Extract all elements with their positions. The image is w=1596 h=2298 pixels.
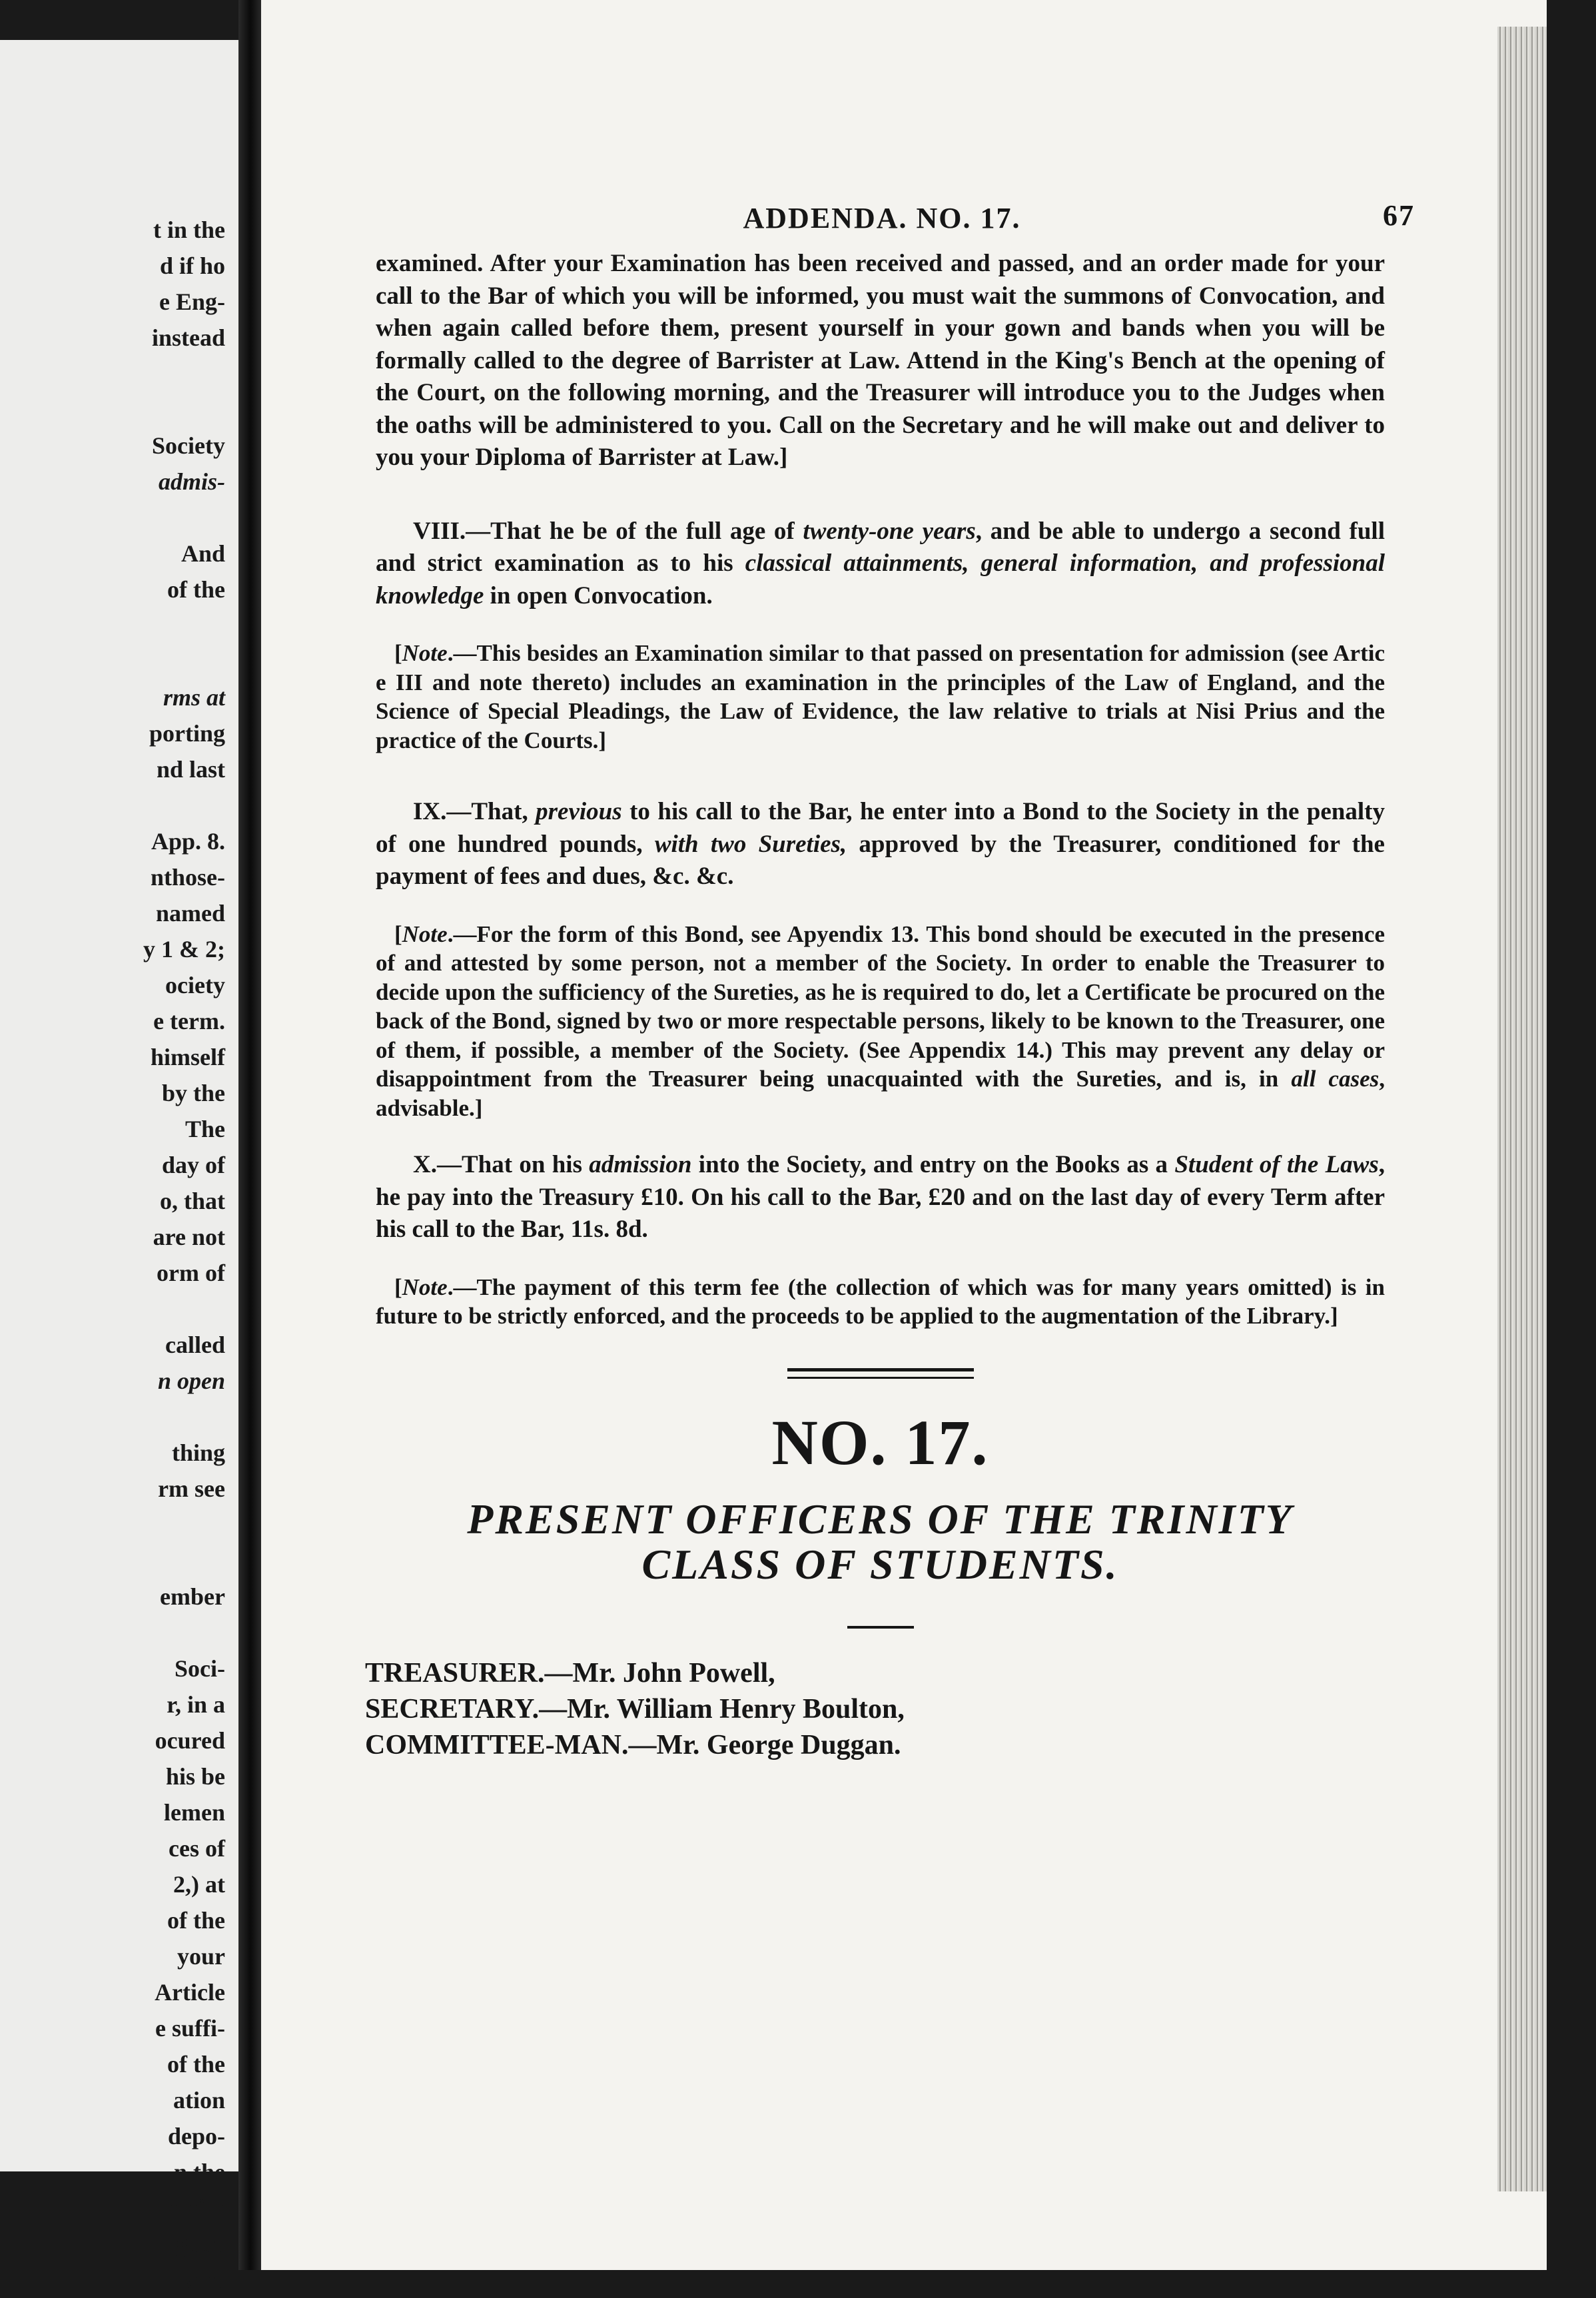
left-page-line: The — [185, 1116, 225, 1142]
left-page-line: Society — [152, 432, 225, 459]
left-page-line: his be — [165, 1763, 225, 1790]
page-edge — [1497, 27, 1547, 2191]
left-page-line: of the — [167, 2051, 225, 2078]
officer-treasurer: TREASURER.—Mr. John Powell, — [365, 1657, 775, 1689]
left-page-line: and — [186, 2267, 225, 2293]
left-page-line: n the — [173, 2159, 225, 2185]
left-page-line: ember — [160, 1583, 225, 1610]
left-page-line: ociety — [165, 972, 225, 998]
left-page-line — [0, 392, 225, 428]
page-number: 67 — [1383, 199, 1415, 232]
left-page-line: ces of — [169, 1835, 225, 1862]
body-text — [365, 248, 1386, 1763]
left-page-line — [0, 1399, 225, 1435]
section-number-heading: NO. 17. — [771, 1406, 989, 1478]
left-page-line: by the — [161, 1080, 225, 1106]
left-page-line — [0, 787, 225, 823]
left-page-line: e Eng- — [159, 288, 225, 315]
left-page-line: rms at — [163, 684, 225, 711]
left-page-line: porting — [149, 720, 225, 747]
left-page-line: admis- — [158, 468, 225, 495]
article-ix: IX.—That, previous to his call to the Bar, he enter into a Bond to the Society in the penalty of one hundred pounds, with two Sureties, approved by the Treasurer, conditioned for the payment of fees and dues, &c. &c. — [376, 798, 1385, 890]
left-page-line: himself — [151, 1044, 225, 1070]
left-page-line: o, that — [160, 1188, 225, 1214]
left-page-line: day of — [161, 1152, 225, 1178]
left-page-line: of the — [167, 1907, 225, 1934]
left-page-line — [0, 356, 225, 392]
left-page-line: good — [175, 2231, 225, 2257]
left-page-line: orm of — [157, 1260, 225, 1286]
left-page-line: n open — [157, 1367, 225, 1394]
section-title-line-2: CLASS OF STUDENTS. — [641, 1540, 1119, 1588]
left-page-line: t in the — [153, 216, 225, 243]
left-page-line: d if ho — [159, 252, 225, 279]
left-page-line: of the — [167, 576, 225, 603]
left-page-line: e suffi- — [155, 2015, 225, 2042]
note-article-x: [Note.—The payment of this term fee (the collection of which was for many years omitted) is in future to be strictly enforced, and the proceeds to be applied to the augmentation of the Library.] — [376, 1274, 1385, 1329]
section-title — [376, 1497, 1385, 1587]
left-page-line: are not — [153, 1224, 225, 1250]
left-page-line: lemen — [164, 1799, 225, 1826]
left-page-line: h him — [165, 2195, 225, 2221]
left-page-line: named — [155, 900, 225, 927]
left-page-line: And — [181, 540, 225, 567]
left-page-line — [0, 1615, 225, 1651]
left-page-line: your — [177, 1943, 225, 1970]
left-page-line — [0, 500, 225, 536]
article-x: X.—That on his admission into the Society, and entry on the Books as a Student of the Laws, he pay into the Treasury £10. On his call to the Bar, £20 and on the last day of every Term after his call to the Bar, 11s. 8d. — [376, 1151, 1385, 1243]
left-page-text — [0, 212, 225, 2298]
officers-list — [365, 1655, 1385, 1763]
note-article-viii: [Note.—This besides an Examination similar to that passed on presentation for admission (see Artic e III and note thereto) includes an examination in the principles of the Law of England, and the Science of Special Pleadings, the Law of Evidence, the law relative to trials at Nisi Prius and the practice of the Courts.] — [376, 640, 1385, 753]
short-rule-divider — [847, 1626, 914, 1629]
left-page-line: ocured — [155, 1727, 225, 1754]
left-page-line: called — [165, 1332, 225, 1358]
left-page-line: depo- — [167, 2123, 225, 2149]
left-page-line — [0, 607, 225, 643]
left-page-line: r, in a — [167, 1691, 225, 1718]
double-rule-divider — [787, 1368, 974, 1379]
left-page-line: rm see — [158, 1475, 225, 1502]
left-page-line: e term. — [153, 1008, 225, 1034]
left-page-line: 2,) at — [173, 1871, 225, 1898]
left-page-line: Soci- — [175, 1655, 225, 1682]
paragraph-exam-continued: examined. After your Examination has been received and passed, and an order made for your call to the Bar of which you will be informed, you must wait the summons of Convocation, and when again called before them, present yourself in your gown and bands when you will be formally called to the degree of Barrister at Law. Attend in the King's Bench at the opening of the Court, on the following morning, and the Treasurer will introduce you to the Judges when the oaths will be administered to you. Call on the Secretary and he will make out and deliver to you your Diploma of Barrister at Law.] — [376, 250, 1385, 471]
officer-committee-man: COMMITTEE-MAN.—Mr. George Duggan. — [365, 1729, 901, 1760]
left-page-line: thing — [171, 1439, 225, 1466]
running-header — [376, 199, 1415, 241]
section-title-line-1: PRESENT OFFICERS OF THE TRINITY — [467, 1495, 1294, 1543]
left-page-line — [0, 1507, 225, 1543]
left-page-line: nthose- — [150, 864, 225, 891]
officer-secretary: SECRETARY.—Mr. William Henry Boulton, — [365, 1693, 905, 1724]
left-page-line: instead — [151, 324, 225, 351]
article-viii: VIII.—That he be of the full age of twenty-one years, and be able to undergo a second full and strict examination as to his classical attainments, general information, and professional knowledge in open Convocation. — [376, 517, 1386, 609]
left-page-line — [0, 643, 225, 679]
note-article-ix: [Note.—For the form of this Bond, see Apyendix 13. This bond should be executed in the presence of and attested by some person, not a member of the Society. In order to enable the Treasurer to decide upon the sufficiency of the Sureties, as he is required to do, let a Certificate be procured on the back of the Bond, signed by two or more respectable persons, likely to be known to the Treasurer, one of them, if possible, a member of the Society. (See Appendix 14.) This may prevent any delay or disappointment from the Treasurer being unacquainted with the Sureties, and is, in all cases, advisable.] — [376, 921, 1385, 1121]
left-page-line: Article — [155, 1979, 225, 2006]
left-page-line: y 1 & 2; — [143, 936, 225, 962]
left-page-line: App. 8. — [151, 828, 225, 855]
left-page-line — [0, 1543, 225, 1579]
left-page-line — [0, 1291, 225, 1327]
left-page-line: nd last — [156, 756, 225, 783]
left-page-fragment — [0, 40, 246, 2293]
header-title: ADDENDA. NO. 17. — [743, 202, 1021, 234]
right-page — [261, 0, 1547, 2270]
left-page-line: ation — [173, 2087, 225, 2113]
